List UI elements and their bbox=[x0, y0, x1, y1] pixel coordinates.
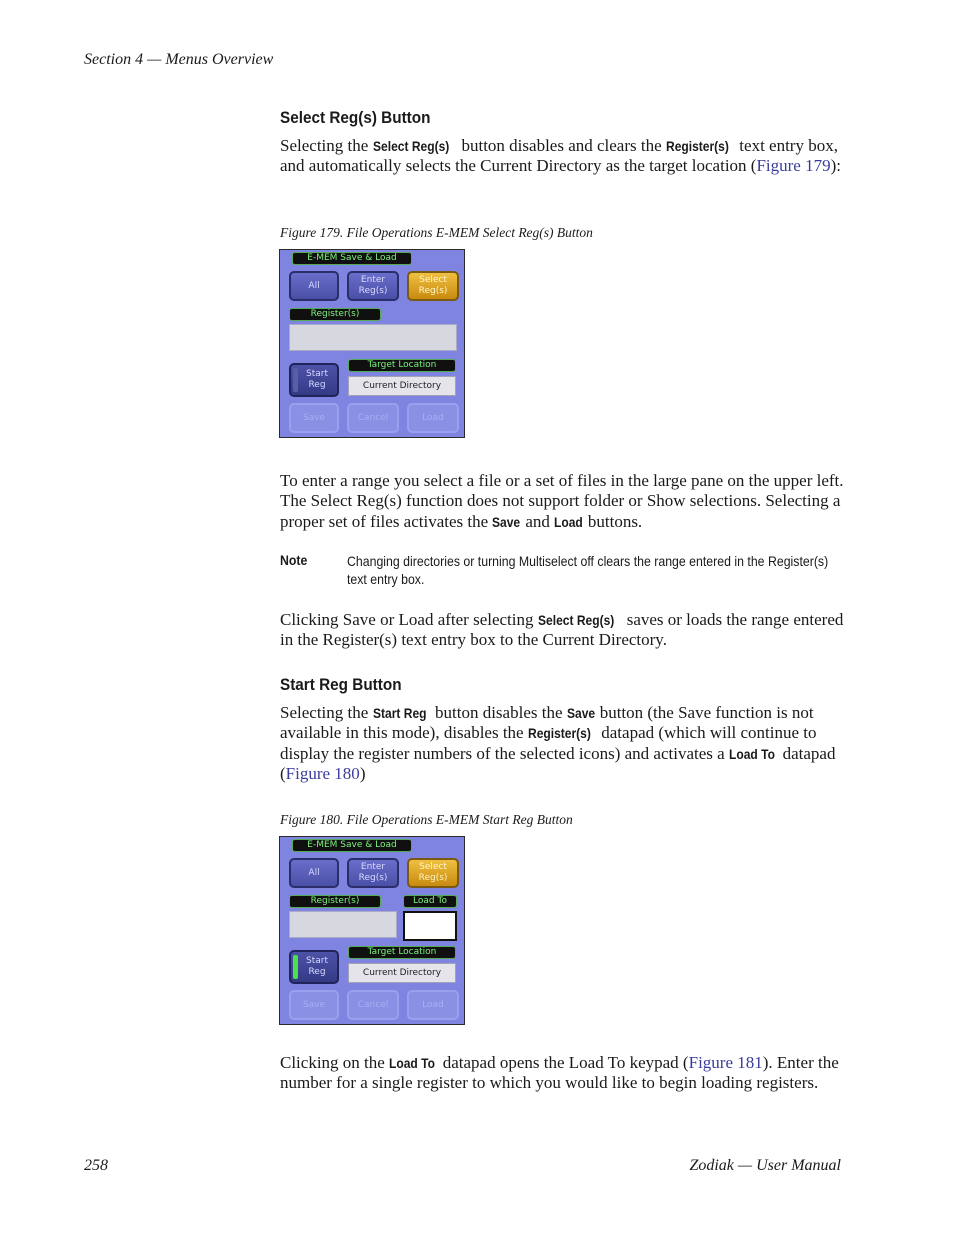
start-reg-indicator bbox=[293, 368, 298, 392]
registers-label: Register(s) bbox=[289, 895, 381, 908]
current-directory-field[interactable]: Current Directory bbox=[348, 963, 456, 983]
start-reg-button[interactable] bbox=[289, 363, 339, 397]
cancel-button[interactable]: Cancel bbox=[347, 403, 399, 433]
cancel-button[interactable]: Cancel bbox=[347, 990, 399, 1020]
select-reg-button[interactable]: Select Reg(s) bbox=[407, 858, 459, 888]
start-reg-paragraph-1: Selecting the Start Reg button disables the Save button (the Save function is not available in this mode), disables the Register(s) datapad (which will continue to display the register numbers of the selected icons) and activates a Load To datapad (Figure 180) bbox=[280, 703, 836, 783]
select-reg-paragraph-3: Clicking Save or Load after selecting Select Reg(s) saves or loads the range entered in the Register(s) text entry box to the Current Directory. bbox=[280, 610, 844, 650]
start-reg-indicator bbox=[293, 955, 298, 979]
target-location-label: Target Location bbox=[348, 359, 456, 372]
all-button[interactable]: All bbox=[289, 858, 339, 888]
running-header: Section 4 — Menus Overview bbox=[84, 51, 274, 68]
select-reg-paragraph-1: Selecting the Select Reg(s) button disables and clears the Register(s) text entry box, and automatically selects the Current Directory as the target location (Figure 179): bbox=[280, 136, 841, 176]
start-reg-paragraph-2: Clicking on the Load To datapad opens the Load To keypad (Figure 181). Enter the number for a single register to which you would like to begin loading registers. bbox=[280, 1053, 839, 1093]
load-to-field[interactable] bbox=[403, 911, 457, 941]
current-directory-field[interactable]: Current Directory bbox=[348, 376, 456, 396]
figure-179-link[interactable]: Figure 179 bbox=[756, 156, 831, 176]
select-reg-paragraph-2: To enter a range you select a file or a set of files in the large pane on the upper left. The Select Reg(s) function does not support folder or Show selections. Selecting a proper set of files activates the Save and Load buttons. bbox=[280, 471, 844, 531]
figure-180-panel bbox=[279, 836, 465, 1025]
panel-title: E-MEM Save & Load bbox=[292, 252, 412, 265]
start-reg-heading: Start Reg Button bbox=[280, 675, 402, 694]
load-button[interactable]: Load bbox=[407, 990, 459, 1020]
target-location-label: Target Location bbox=[348, 946, 456, 959]
start-reg-button[interactable] bbox=[289, 950, 339, 984]
page-number: 258 bbox=[84, 1157, 108, 1174]
start-reg-label: Start Reg bbox=[306, 956, 328, 977]
save-button[interactable]: Save bbox=[289, 403, 339, 433]
load-button[interactable]: Load bbox=[407, 403, 459, 433]
note-label: Note bbox=[280, 552, 308, 568]
select-reg-heading: Select Reg(s) Button bbox=[280, 108, 431, 127]
load-to-label: Load To bbox=[403, 895, 457, 908]
footer-title: Zodiak — User Manual bbox=[689, 1157, 841, 1174]
figure-179-panel bbox=[279, 249, 465, 438]
enter-reg-button[interactable]: Enter Reg(s) bbox=[347, 858, 399, 888]
panel-title: E-MEM Save & Load bbox=[292, 839, 412, 852]
registers-field[interactable] bbox=[289, 324, 457, 351]
figure-180-link[interactable]: Figure 180 bbox=[285, 763, 360, 783]
save-button[interactable]: Save bbox=[289, 990, 339, 1020]
figure-179-caption: Figure 179. File Operations E-MEM Select Reg(s) Button bbox=[280, 225, 593, 240]
all-button[interactable]: All bbox=[289, 271, 339, 301]
registers-label: Register(s) bbox=[289, 308, 381, 321]
figure-181-link[interactable]: Figure 181 bbox=[688, 1053, 763, 1072]
note-text: Changing directories or turning Multiselect off clears the range entered in the Register(s) text entry box. bbox=[347, 553, 829, 587]
enter-reg-button[interactable]: Enter Reg(s) bbox=[347, 271, 399, 301]
figure-180-caption: Figure 180. File Operations E-MEM Start Reg Button bbox=[280, 812, 573, 827]
start-reg-label: Start Reg bbox=[306, 369, 328, 390]
registers-field bbox=[289, 911, 397, 938]
select-reg-button[interactable]: Select Reg(s) bbox=[407, 271, 459, 301]
